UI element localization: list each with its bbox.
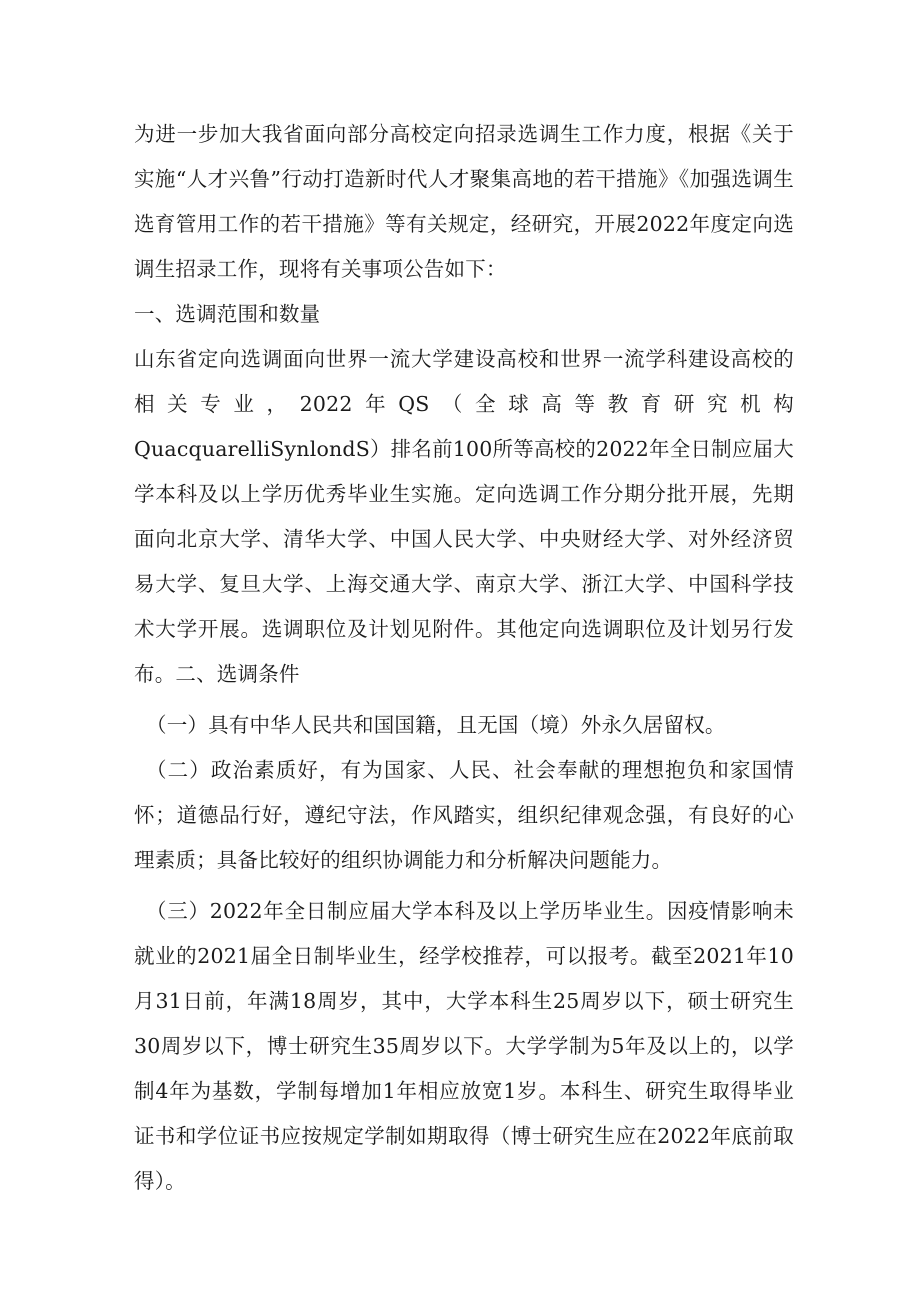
document-body [134, 112, 794, 1204]
section1-heading: 一、选调范围和数量 [134, 302, 321, 326]
condition-item-2: （二）政治素质好，有为国家、人民、社会奉献的理想抱负和家国情怀；道德品行好，遵纪守法，作风踏实，组织纪律观念强，有良好的心理素质；具备比较好的组织协调能力和分析解决问题能力。 [134, 758, 794, 872]
condition-item-1: （一）具有中华人民共和国国籍，且无国（境）外永久居留权。 [146, 713, 726, 737]
intro-paragraph: 为进一步加大我省面向部分高校定向招录选调生工作力度，根据《关于实施“人才兴鲁”行动打造新时代人才聚集高地的若干措施》《加强选调生选育管用工作的若干措施》等有关规定，经研究，开展2022年度定向选调生招录工作，现将有关事项公告如下： [134, 122, 794, 281]
condition-item-3: （三）2022年全日制应届大学本科及以上学历毕业生。因疫情影响未就业的2021届全日制毕业生，经学校推荐，可以报考。截至2021年10月31日前，年满18周岁，其中，大学本科生25周岁以下，硕士研究生30周岁以下，博士研究生35周岁以下。大学学制为5年及以上的，以学制4年为基数，学制每增加1年相应放宽1岁。本科生、研究生取得毕业证书和学位证书应按规定学制如期取得（博士研究生应在2022年底前取得）。 [134, 899, 794, 1193]
section1-paragraph: 山东省定向选调面向世界一流大学建设高校和世界一流学科建设高校的相关专业，2022年QS（全球高等教育研究机构QuacquarelliSynlondS）排名前100所等高校的2022年全日制应届大学本科及以上学历优秀毕业生实施。定向选调工作分期分批开展，先期面向北京大学、清华大学、中国人民大学、中央财经大学、对外经济贸易大学、复旦大学、上海交通大学、南京大学、浙江大学、中国科学技术大学开展。选调职位及计划见附件。其他定向选调职位及计划另行发布。二、选调条件 [134, 347, 794, 686]
